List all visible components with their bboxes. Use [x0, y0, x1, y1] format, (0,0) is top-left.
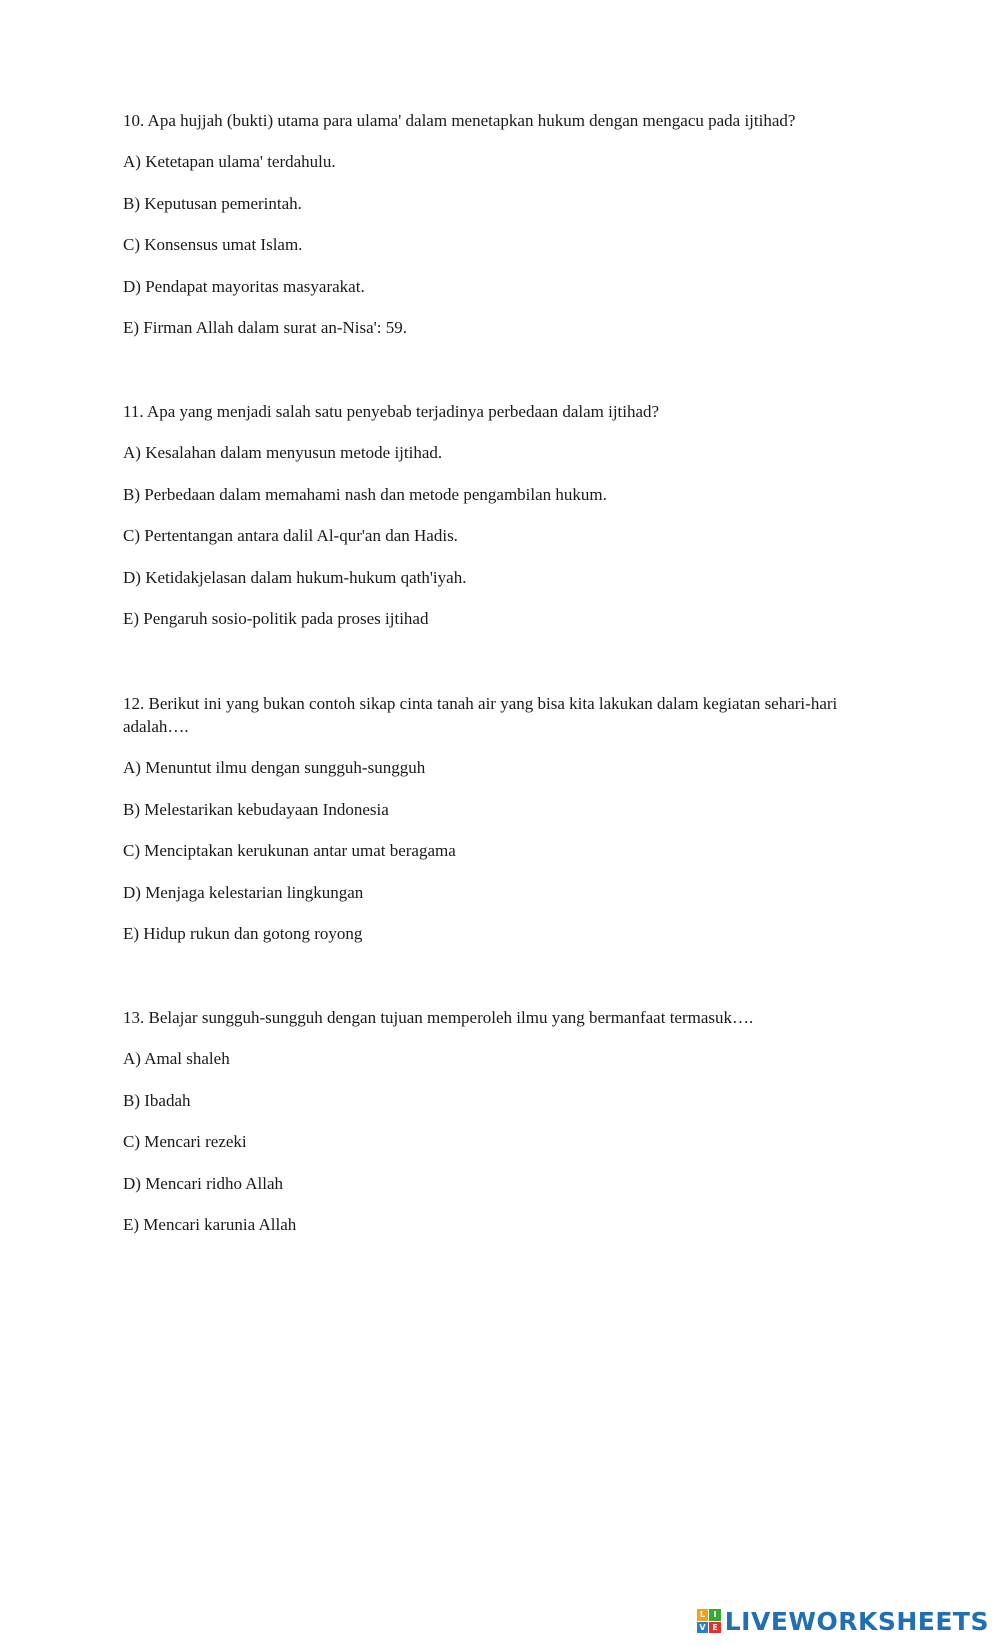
- option-d: D) Ketidakjelasan dalam hukum-hukum qath'iyah.: [123, 567, 467, 587]
- question-text: 12. Berikut ini yang bukan contoh sikap cinta tanah air yang bisa kita lakukan dalam kegiatan sehari-hari adalah….: [123, 694, 838, 736]
- question-13: [123, 1006, 893, 1255]
- option-d: D) Mencari ridho Allah: [123, 1173, 284, 1193]
- option-e: E) Firman Allah dalam surat an-Nisa': 59.: [123, 318, 407, 337]
- option-b: B) Melestarikan kebudayaan Indonesia: [123, 799, 389, 819]
- option-c: C) Pertentangan antara dalil Al-qur'an dan Hadis.: [123, 526, 458, 545]
- option-d: D) Menjaga kelestarian lingkungan: [123, 882, 364, 902]
- logo-mark-letter: L: [697, 1609, 709, 1621]
- option-a: A) Ketetapan ulama' terdahulu.: [123, 152, 336, 171]
- logo-mark-letter: V: [697, 1622, 709, 1634]
- option-b: B) Keputusan pemerintah.: [123, 193, 302, 213]
- logo-text: LIVEWORKSHEETS: [724, 1606, 989, 1636]
- option-c: C) Konsensus umat Islam.: [123, 235, 303, 254]
- option-c: C) Mencari rezeki: [123, 1132, 247, 1151]
- liveworksheets-mark-icon: [697, 1609, 721, 1633]
- option-d: D) Pendapat mayoritas masyarakat.: [123, 276, 365, 296]
- question-12: [123, 692, 893, 964]
- question-10: [123, 109, 893, 358]
- option-a: A) Amal shaleh: [123, 1049, 230, 1068]
- option-b: B) Ibadah: [123, 1090, 191, 1110]
- option-b: B) Perbedaan dalam memahami nash dan metode pengambilan hukum.: [123, 484, 607, 504]
- question-text: 11. Apa yang menjadi salah satu penyebab terjadinya perbedaan dalam ijtihad?: [123, 402, 660, 421]
- question-text: 13. Belajar sungguh-sungguh dengan tujuan memperoleh ilmu yang bermanfaat termasuk….: [123, 1008, 754, 1027]
- liveworksheets-logo: [697, 1606, 989, 1636]
- option-c: C) Menciptakan kerukunan antar umat beragama: [123, 841, 456, 860]
- question-text: 10. Apa hujjah (bukti) utama para ulama' dalam menetapkan hukum dengan mengacu pada ijtihad?: [123, 111, 796, 130]
- option-e: E) Mencari karunia Allah: [123, 1215, 297, 1234]
- question-11: [123, 400, 893, 649]
- option-e: E) Pengaruh sosio-politik pada proses ijtihad: [123, 609, 429, 628]
- logo-mark-letter: I: [709, 1609, 721, 1621]
- logo-mark-letter: E: [709, 1622, 721, 1634]
- option-a: A) Menuntut ilmu dengan sungguh-sungguh: [123, 758, 426, 777]
- option-a: A) Kesalahan dalam menyusun metode ijtihad.: [123, 443, 443, 462]
- option-e: E) Hidup rukun dan gotong royong: [123, 924, 363, 943]
